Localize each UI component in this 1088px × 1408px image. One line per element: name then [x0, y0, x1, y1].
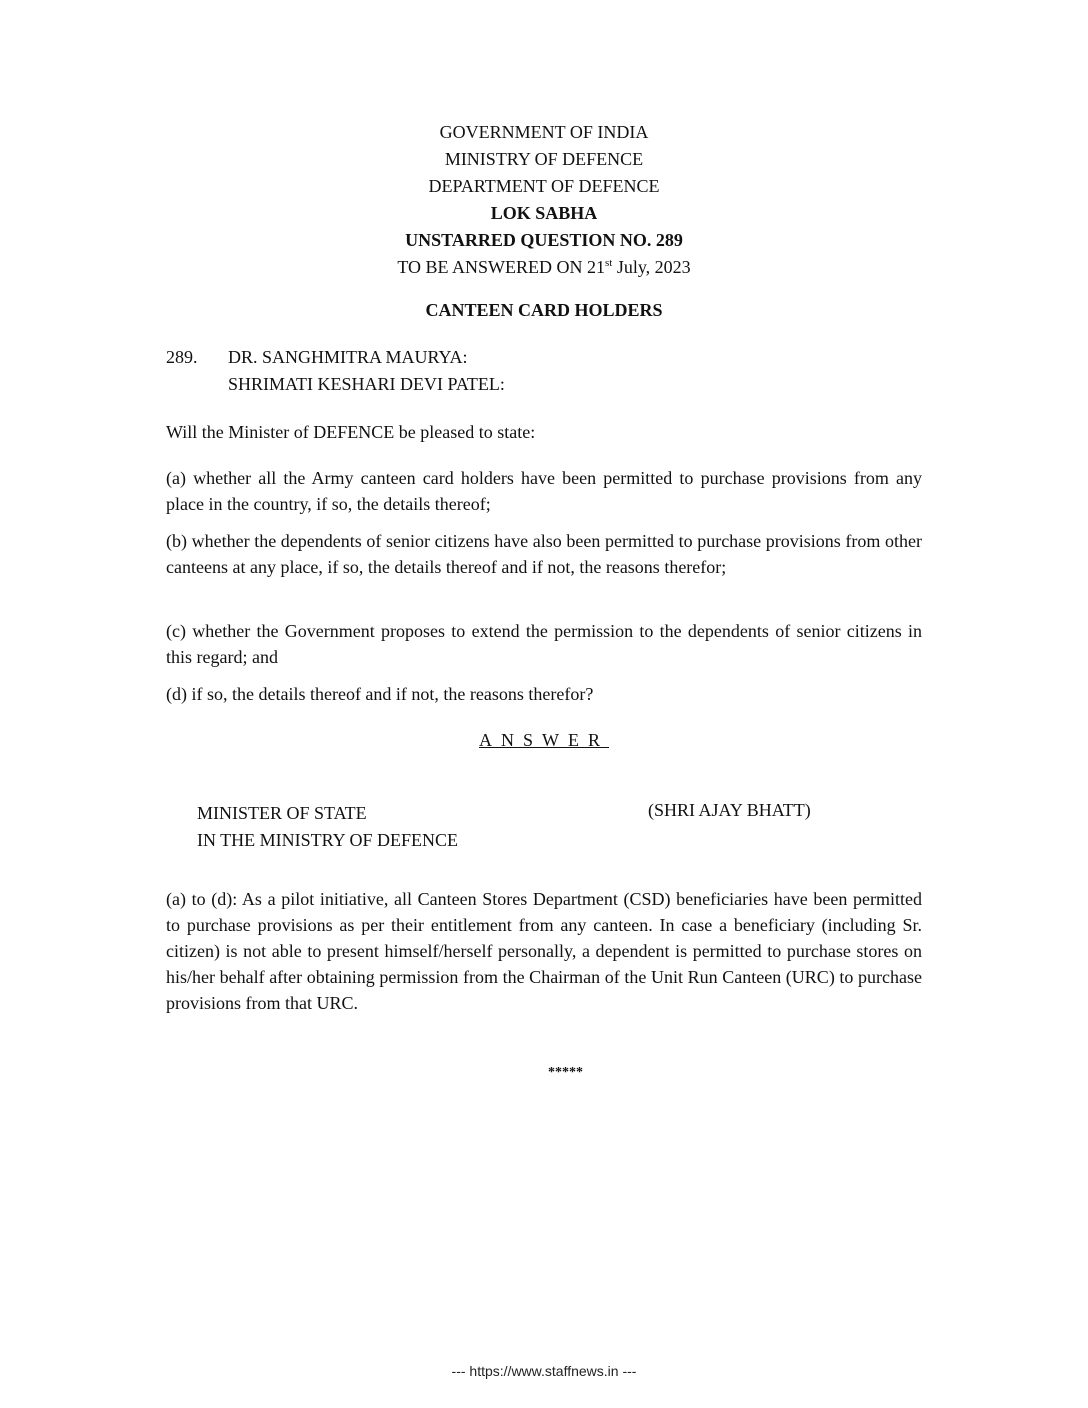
question-intro: Will the Minister of DEFENCE be pleased to state: [166, 422, 536, 442]
answer-date-prefix: TO BE ANSWERED ON 21 [397, 257, 605, 277]
question-part-a: (a) whether all the Army canteen card holders have been permitted to purchase provisions from any place in the country, if so, the details thereof; [166, 468, 922, 514]
answer-date-suffix: July, 2023 [612, 257, 691, 277]
question-part-d: (d) if so, the details thereof and if not, the reasons therefor? [166, 684, 594, 704]
header-answer-date [0, 254, 1088, 281]
answer-text: (a) to (d): As a pilot initiative, all Canteen Stores Department (CSD) beneficiaries have been permitted to purchase provisions as per their entitlement from any canteen. In case a beneficiary (including Sr. citizen) is not able to present himself/herself personally, a dependent is permitted to purchase stores on his/her behalf after obtaining permission from the Chairman of the Unit Run Canteen (URC) to purchase provisions from that URC. [166, 889, 922, 1013]
question-number: 289. [166, 347, 198, 367]
answer-date-superscript: st [604, 257, 613, 269]
header-department: DEPARTMENT OF DEFENCE [428, 176, 660, 196]
footer-source-link: --- https://www.staffnews.in --- [451, 1363, 637, 1379]
question-part-c: (c) whether the Government proposes to extend the permission to the dependents of senior citizens in this regard; and [166, 621, 922, 667]
minister-title-line1: MINISTER OF STATE [197, 803, 367, 823]
minister-title [197, 800, 458, 854]
header-question-number: UNSTARRED QUESTION NO. 289 [405, 230, 683, 250]
answer-heading: ANSWER [479, 730, 609, 750]
question-part-b: (b) whether the dependents of senior citizens have also been permitted to purchase provisions from other canteens at any place, if so, the details thereof and if not, the reasons therefor; [166, 531, 922, 577]
header-ministry: MINISTRY OF DEFENCE [444, 149, 644, 169]
document-header [0, 119, 1088, 281]
minister-title-line2: IN THE MINISTRY OF DEFENCE [197, 830, 459, 850]
header-government: GOVERNMENT OF INDIA [439, 122, 649, 142]
header-house: LOK SABHA [490, 203, 598, 223]
subject-title: CANTEEN CARD HOLDERS [425, 300, 663, 320]
member-name: SHRIMATI KESHARI DEVI PATEL: [228, 374, 505, 394]
minister-name: (SHRI AJAY BHATT) [648, 800, 811, 820]
end-marker: ***** [548, 1065, 583, 1080]
member-name: DR. SANGHMITRA MAURYA: [228, 347, 468, 367]
